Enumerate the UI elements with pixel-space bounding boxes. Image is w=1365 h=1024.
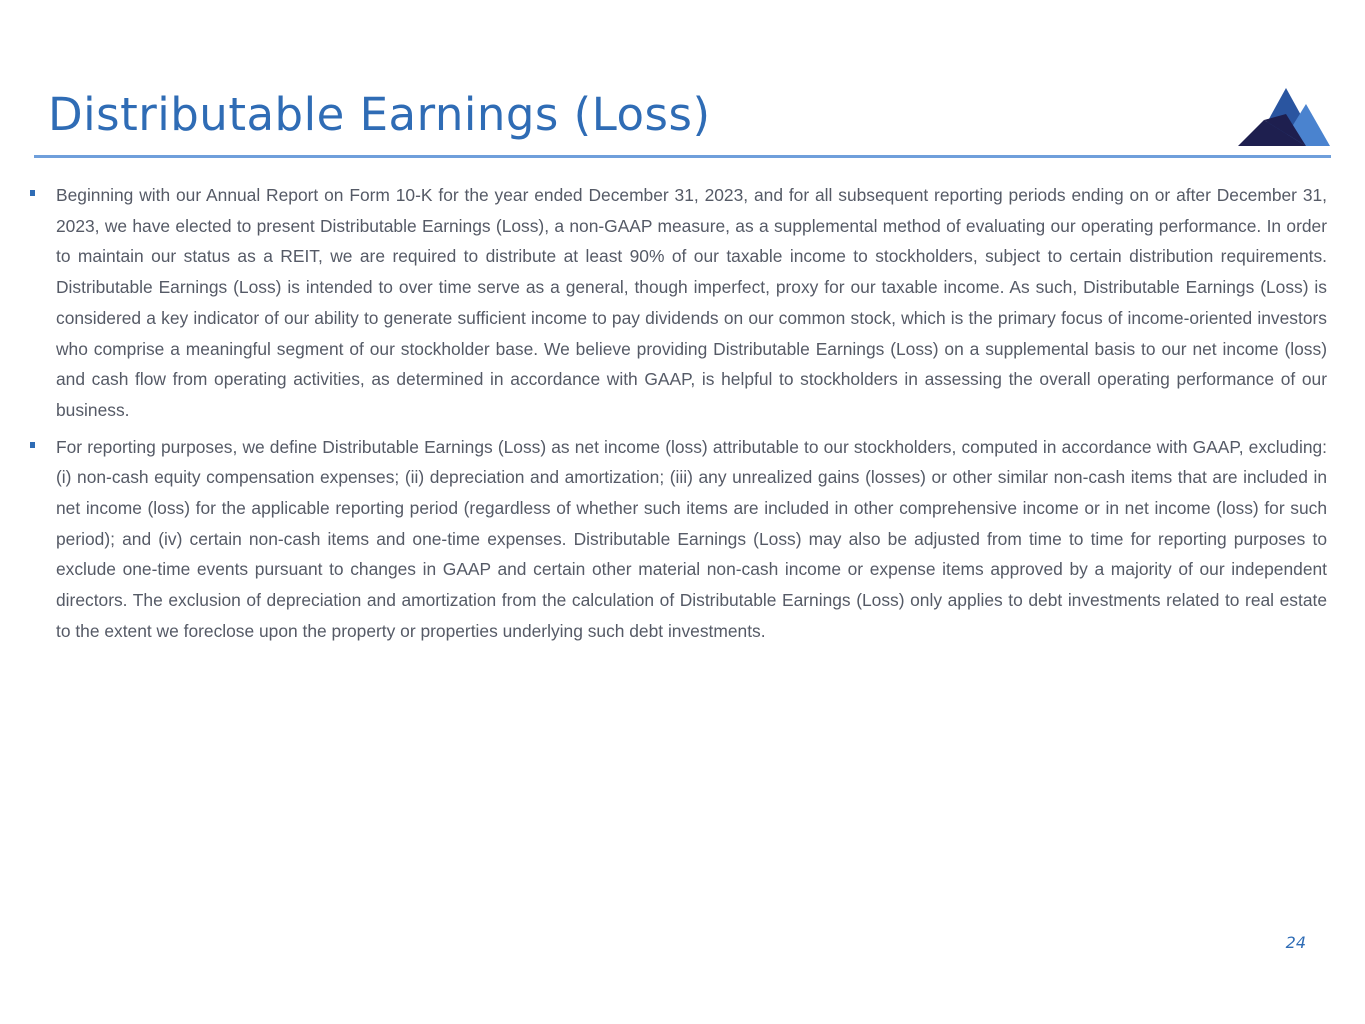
square-bullet-icon (30, 190, 35, 196)
slide-title: Distributable Earnings (Loss) (48, 88, 711, 141)
bullet-item-1 (56, 180, 1327, 426)
bullet-item-2 (56, 432, 1327, 647)
square-bullet-icon (30, 442, 35, 448)
bullet-text-1: Beginning with our Annual Report on Form 10-K for the year ended December 31, 2023, and for all subsequent reporting periods ending on or after December 31, 2023, we have elected to present Distributable Earnings (Loss), a non-GAAP measure, as a supplemental method of evaluating our operating performance. In order to maintain our status as a REIT, we are required to distribute at least 90% of our taxable income to stockholders, subject to certain distribution requirements. Distributable Earnings (Loss) is intended to over time serve as a general, though imperfect, proxy for our taxable income. As such, Distributable Earnings (Loss) is considered a key indicator of our ability to generate sufficient income to pay dividends on our common stock, which is the primary focus of income-oriented investors who comprise a meaningful segment of our stockholder base. We believe providing Distributable Earnings (Loss) on a supplemental basis to our net income (loss) and cash flow from operating activities, as determined in accordance with GAAP, is helpful to stockholders in assessing the overall operating performance of our business. (56, 185, 1327, 420)
page-number: 24 (1285, 933, 1306, 952)
mountain-peaks-logo (1236, 88, 1332, 148)
bullet-list (0, 180, 1365, 653)
bullet-text-2: For reporting purposes, we define Distributable Earnings (Loss) as net income (loss) attributable to our stockholders, computed in accordance with GAAP, excluding: (i) non-cash equity compensation expenses; (ii) depreciation and amortization; (iii) any unrealized gains (losses) or other similar non-cash items that are included in net income (loss) for the applicable reporting period (regardless of whether such items are included in other comprehensive income or in net income (loss) for such period); and (iv) certain non-cash items and one-time expenses. Distributable Earnings (Loss) may also be adjusted from time to time for reporting purposes to exclude one-time events pursuant to changes in GAAP and certain other material non-cash income or expense items approved by a majority of our independent directors. The exclusion of depreciation and amortization from the calculation of Distributable Earnings (Loss) only applies to debt investments related to real estate to the extent we foreclose upon the property or properties underlying such debt investments. (56, 436, 1327, 641)
title-divider (34, 155, 1331, 158)
